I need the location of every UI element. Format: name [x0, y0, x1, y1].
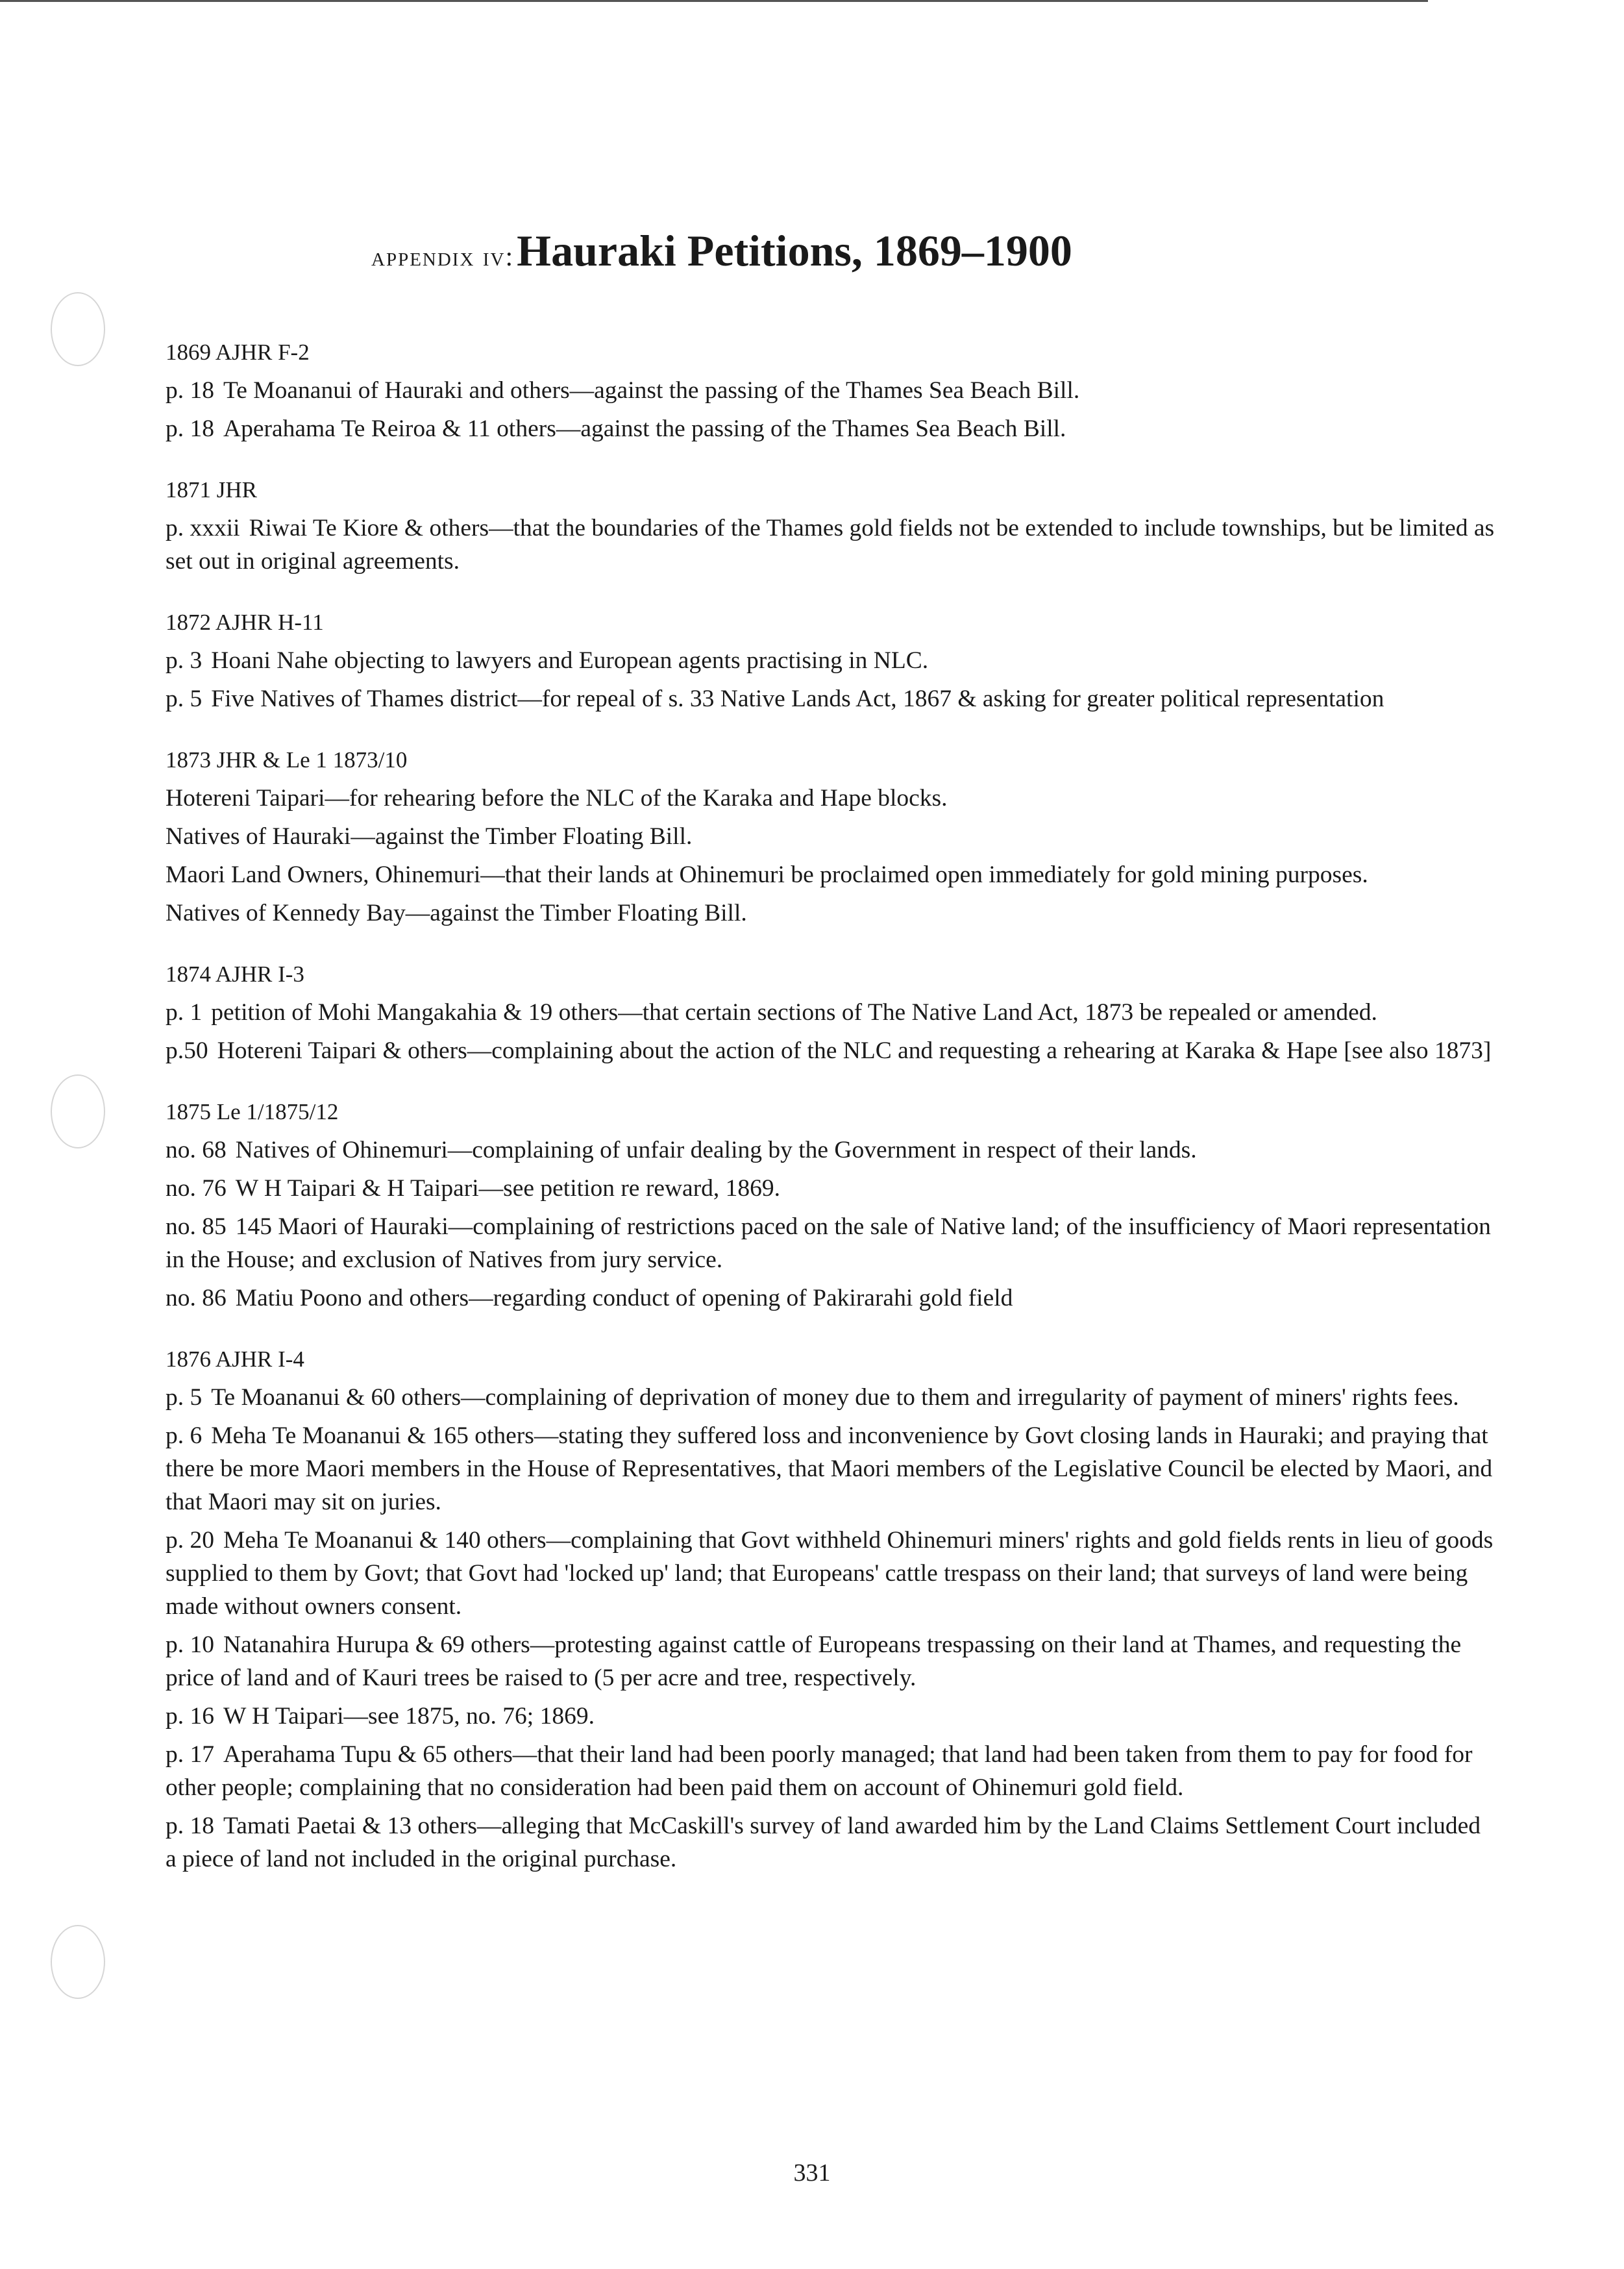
petition-entry [166, 644, 1496, 677]
entry-text: 145 Maori of Hauraki—complaining of restrictions paced on the sale of Native land; of the insufficiency of Maori representation in the House; and exclusion of Natives from jury service. [166, 1213, 1491, 1273]
section-heading: 1874 AJHR I-3 [166, 961, 304, 987]
section-heading: 1875 Le 1/1875/12 [166, 1099, 339, 1124]
petition-section [166, 475, 1496, 578]
petition-entry [166, 374, 1496, 407]
petition-section [166, 1345, 1496, 1876]
petition-section [166, 338, 1496, 445]
entry-text: Natives of Hauraki—against the Timber Floating Bill. [166, 823, 693, 850]
entry-text: Maori Land Owners, Ohinemuri—that their lands at Ohinemuri be proclaimed open immediately for gold mining purposes. [166, 862, 1368, 888]
entry-text: Hotereni Taipari & others—complaining about the action of the NLC and requesting a rehearing at Karaka & Hape [see also 1873] [217, 1037, 1492, 1064]
entry-reference: p. 1 [166, 999, 203, 1026]
entry-reference: p. 18 [166, 377, 214, 404]
page-number: 331 [793, 2159, 831, 2187]
petition-section [166, 960, 1496, 1067]
entry-text: W H Taipari—see 1875, no. 76; 1869. [223, 1703, 595, 1730]
entry-reference: p. 17 [166, 1741, 214, 1768]
entry-text: Matiu Poono and others—regarding conduct of opening of Pakirarahi gold field [235, 1285, 1013, 1311]
section-heading: 1869 AJHR F-2 [166, 340, 310, 365]
petition-entry [166, 1210, 1496, 1276]
petition-entry [166, 1172, 1496, 1205]
entry-text: Hoani Nahe objecting to lawyers and European agents practising in NLC. [211, 647, 929, 674]
petition-entry [166, 897, 1496, 930]
entry-reference: p. xxxii [166, 515, 240, 541]
entry-text: Five Natives of Thames district—for repeal of s. 33 Native Lands Act, 1867 & asking for greater political representation [211, 686, 1384, 712]
punch-hole-mark [51, 1925, 105, 1999]
entry-reference: no. 68 [166, 1137, 227, 1163]
petition-entry [166, 1524, 1496, 1623]
petition-entry [166, 1034, 1496, 1067]
petition-entry [166, 1809, 1496, 1876]
top-rule [0, 0, 1428, 2]
petition-entry [166, 1282, 1496, 1315]
petition-entry [166, 1628, 1496, 1694]
entry-reference: p. 5 [166, 686, 203, 712]
entry-text: Te Moananui of Hauraki and others—against the passing of the Thames Sea Beach Bill. [223, 377, 1080, 404]
entry-text: Natanahira Hurupa & 69 others—protesting against cattle of Europeans trespassing on their land at Thames, and requesting the price of land and of Kauri trees be raised to (5 per acre and tree, respectively. [166, 1631, 1462, 1691]
petition-entry [166, 512, 1496, 578]
entry-reference: no. 76 [166, 1175, 227, 1202]
entry-reference: p. 20 [166, 1527, 214, 1554]
petition-section [166, 608, 1496, 715]
entry-text: Meha Te Moananui & 165 others—stating they suffered loss and inconvenience by Govt closing lands in Hauraki; and praying that there be more Maori members in the House of Representatives, that Maori members of the Legislative Council be elected by Maori, and that Maori may sit on juries. [166, 1422, 1493, 1515]
title-main: Hauraki Petitions, 1869–1900 [517, 226, 1072, 275]
entry-text: Tamati Paetai & 13 others—alleging that McCaskill's survey of land awarded him by the Land Claims Settlement Court included a piece of land not included in the original purchase. [166, 1813, 1481, 1872]
entry-text: petition of Mohi Mangakahia & 19 others—that certain sections of The Native Land Act, 1873 be repealed or amended. [211, 999, 1377, 1026]
entry-reference: p. 18 [166, 1813, 214, 1839]
petition-entry [166, 1419, 1496, 1519]
punch-hole-mark [51, 1074, 105, 1148]
title-label: appendix iv: [371, 242, 515, 272]
section-heading: 1872 AJHR H-11 [166, 610, 324, 635]
entry-reference: p. 10 [166, 1631, 214, 1658]
petition-entry [166, 858, 1496, 891]
entry-text: Natives of Kennedy Bay—against the Timber Floating Bill. [166, 900, 747, 926]
petition-entry [166, 682, 1496, 715]
petition-entry [166, 412, 1496, 445]
section-heading: 1871 JHR [166, 477, 257, 502]
punch-hole-mark [51, 292, 105, 366]
entry-text: Meha Te Moananui & 140 others—complaining that Govt withheld Ohinemuri miners' rights and gold fields rents in lieu of goods supplied to them by Govt; that Govt had 'locked up' land; that Europeans' cattle trespass on their land; that surveys of land were being made without owners consent. [166, 1527, 1494, 1620]
entry-text: Hotereni Taipari—for rehearing before the NLC of the Karaka and Hape blocks. [166, 785, 948, 812]
page-title [371, 226, 1072, 275]
petition-entry [166, 1134, 1496, 1167]
petition-section [166, 745, 1496, 930]
petition-entry [166, 996, 1496, 1029]
petition-entry [166, 1700, 1496, 1733]
petition-section [166, 1097, 1496, 1315]
entry-text: W H Taipari & H Taipari—see petition re reward, 1869. [235, 1175, 781, 1202]
entry-text: Aperahama Tupu & 65 others—that their land had been poorly managed; that land had been taken from them to pay for food for other people; complaining that no consideration had been paid them on account of Ohinemuri gold field. [166, 1741, 1473, 1801]
entry-reference: p. 5 [166, 1384, 203, 1411]
entry-reference: p. 16 [166, 1703, 214, 1730]
entry-text: Natives of Ohinemuri—complaining of unfair dealing by the Government in respect of their lands. [235, 1137, 1197, 1163]
entry-text: Te Moananui & 60 others—complaining of deprivation of money due to them and irregularity of payment of miners' rights fees. [211, 1384, 1459, 1411]
section-heading: 1873 JHR & Le 1 1873/10 [166, 747, 408, 773]
entry-reference: p. 18 [166, 415, 214, 442]
section-heading: 1876 AJHR I-4 [166, 1346, 304, 1372]
entry-reference: p.50 [166, 1037, 208, 1064]
entry-reference: p. 6 [166, 1422, 203, 1449]
petition-entry [166, 1381, 1496, 1414]
entry-reference: no. 85 [166, 1213, 227, 1240]
entry-reference: no. 86 [166, 1285, 227, 1311]
entry-reference: p. 3 [166, 647, 203, 674]
entry-text: Riwai Te Kiore & others—that the boundaries of the Thames gold fields not be extended to include townships, but be limited as set out in original agreements. [166, 515, 1495, 575]
petition-entry [166, 1738, 1496, 1804]
petition-list [166, 338, 1496, 1905]
entry-text: Aperahama Te Reiroa & 11 others—against the passing of the Thames Sea Beach Bill. [223, 415, 1066, 442]
petition-entry [166, 820, 1496, 853]
petition-entry [166, 782, 1496, 815]
